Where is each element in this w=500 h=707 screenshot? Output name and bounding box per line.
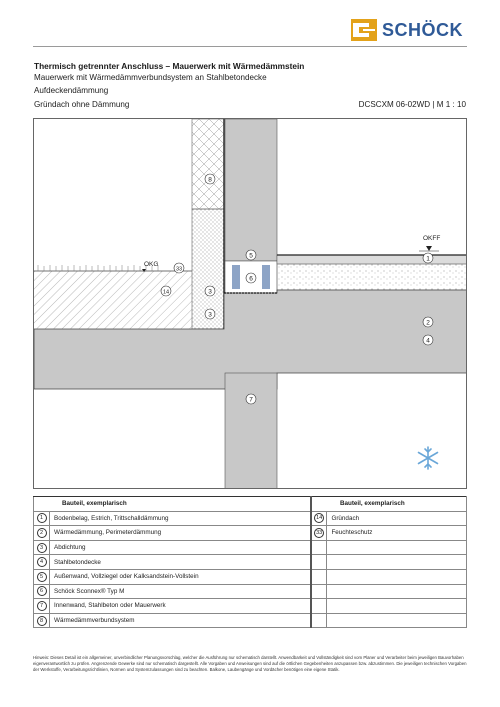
row-number <box>34 526 50 541</box>
row-number <box>34 613 50 628</box>
row-label: Gründach <box>327 511 467 526</box>
table-row <box>34 584 467 599</box>
table-row <box>34 540 467 555</box>
row-number <box>311 526 327 541</box>
row-label: Abdichtung <box>50 540 311 555</box>
row-label: Feuchteschutz <box>327 526 467 541</box>
outer-wall <box>225 119 277 261</box>
subtitle-line-3: Gründach ohne Dämmung <box>34 100 130 109</box>
row-label <box>327 599 467 614</box>
disclaimer-note: Hinweis: Dieses Detail ist ein allgemeiner, unverbindlicher Planungsvorschlag, welcher die Ausführung nur schematisch darstellt. Anwendbarkeit und Vollständigkeit sind vom Planer und Verarbeiter beim jeweiligen Bauvorhaben eigenverantwortlich zu prüfen. Angrenzende Gewerke sind nur schematisch dargestellt. Alle Vorgaben und Anweisungen sind auf die örtlichen Gegebenheiten anzupassen bzw. abzustimmen. Die jeweiligen technischen Vorgaben der Werkstoffe, Verarbeitungsrichtlinien, Normen und Systemzulassungen sind zu beachten. Balkone, Laubengänge und Vordächer benötigen eine eigene Statik. <box>33 655 467 672</box>
parts-table-header <box>34 497 467 512</box>
svg-text:3: 3 <box>208 288 212 296</box>
level-marker-okff <box>419 235 440 251</box>
svg-text:OKG: OKG <box>144 261 159 268</box>
left-header: Bauteil, exemplarisch <box>34 497 311 512</box>
number-badge: 6 <box>37 586 47 596</box>
callout-3b <box>205 309 215 319</box>
row-label <box>327 584 467 599</box>
svg-text:33: 33 <box>175 266 183 273</box>
floor-insulation <box>277 264 467 290</box>
header-rule <box>33 46 467 47</box>
number-badge: 33 <box>316 529 323 536</box>
number-badge: 3 <box>37 543 47 553</box>
row-label: Schöck Sconnex® Typ M <box>50 584 311 599</box>
callout-2 <box>423 317 433 327</box>
row-number <box>311 540 327 555</box>
table-row <box>34 613 467 628</box>
row-label: Bodenbelag, Estrich, Trittschalldämmung <box>50 511 311 526</box>
callout-7 <box>246 394 256 404</box>
etics-insulation <box>192 119 224 209</box>
row-number <box>34 599 50 614</box>
svg-text:OKFF: OKFF <box>423 235 441 242</box>
callout-33 <box>174 263 184 273</box>
row-label: Wärmedämmung, Perimeterdämmung <box>50 526 311 541</box>
row-number <box>34 584 50 599</box>
callout-6 <box>246 273 256 283</box>
svg-text:4: 4 <box>426 337 430 345</box>
number-badge: 7 <box>37 601 47 611</box>
number-badge: 8 <box>37 616 47 626</box>
snowflake-icon <box>419 447 438 469</box>
row-label <box>327 569 467 584</box>
green-roof-layer <box>34 271 192 329</box>
table-row <box>34 555 467 570</box>
drawing-code: DCSCXM 06-02WD | M 1 : 10 <box>358 100 466 109</box>
brand-logo <box>351 19 463 41</box>
row-number <box>311 511 327 526</box>
row-label <box>327 555 467 570</box>
number-badge: 2 <box>37 528 47 538</box>
row-number <box>34 511 50 526</box>
row-number <box>311 569 327 584</box>
table-row <box>34 569 467 584</box>
row-label: Außenwand, Vollziegel oder Kalksandstein-Vollstein <box>50 569 311 584</box>
row-label <box>327 540 467 555</box>
row-number <box>311 599 327 614</box>
callout-3 <box>205 286 215 296</box>
page-title: Thermisch getrennter Anschluss – Mauerwerk mit Wärmedämmstein <box>34 61 305 71</box>
svg-text:5: 5 <box>249 252 253 260</box>
row-number <box>34 540 50 555</box>
callout-4 <box>423 335 433 345</box>
svg-text:2: 2 <box>426 319 430 327</box>
row-number <box>311 555 327 570</box>
callout-5 <box>246 250 256 260</box>
row-label <box>327 613 467 628</box>
subtitle-line-1: Mauerwerk mit Wärmedämmverbundsystem an Stahlbetondecke <box>34 73 267 82</box>
svg-text:3: 3 <box>208 311 212 319</box>
parts-table <box>33 496 467 628</box>
svg-text:7: 7 <box>249 396 253 404</box>
svg-text:8: 8 <box>208 176 212 184</box>
row-number <box>311 584 327 599</box>
level-marker-okg <box>142 261 158 272</box>
construction-detail-drawing <box>33 118 467 489</box>
callout-14 <box>161 286 171 296</box>
right-header: Bauteil, exemplarisch <box>311 497 467 512</box>
row-label: Stahlbetondecke <box>50 555 311 570</box>
table-row <box>34 511 467 526</box>
number-badge: 5 <box>37 572 47 582</box>
svg-text:1: 1 <box>426 255 430 263</box>
table-row <box>34 526 467 541</box>
number-badge: 4 <box>37 557 47 567</box>
row-label: Innenwand, Stahlbeton oder Mauerwerk <box>50 599 311 614</box>
number-badge: 1 <box>37 513 47 523</box>
row-number <box>34 555 50 570</box>
schoeck-logo-mark-icon <box>351 19 377 41</box>
row-number <box>34 569 50 584</box>
table-row <box>34 599 467 614</box>
inner-wall <box>225 373 277 489</box>
callout-8 <box>205 174 215 184</box>
callout-1 <box>423 253 433 263</box>
floor-screed <box>277 255 467 264</box>
svg-text:14: 14 <box>162 289 170 296</box>
row-number <box>311 613 327 628</box>
svg-text:6: 6 <box>249 275 253 283</box>
number-badge: 14 <box>316 515 323 522</box>
brand-name: SCHÖCK <box>382 19 464 40</box>
row-label: Wärmedämmverbundsystem <box>50 613 311 628</box>
vegetation-marks <box>38 265 158 271</box>
subtitle-line-2: Aufdeckendämmung <box>34 86 109 95</box>
